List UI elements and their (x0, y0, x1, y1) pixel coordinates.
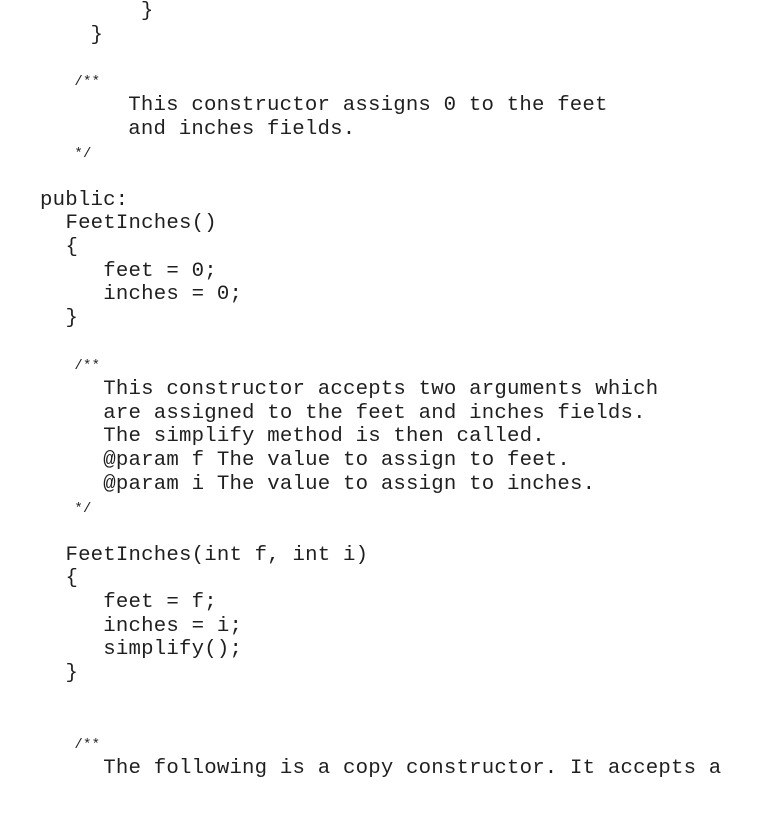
code-line-doc-comment-close-1: */ (40, 146, 92, 162)
code-line-open-brace-2: { (15, 567, 79, 590)
code-line-inches-assign-i: inches = i; (15, 615, 243, 638)
code-line-doc-text-4: are assigned to the feet and inches fields. (15, 402, 646, 425)
code-line-doc-comment-open-1: /** (40, 74, 101, 90)
code-line-closing-brace-outer: } (40, 24, 104, 47)
code-line-feet-assign-zero: feet = 0; (15, 260, 217, 283)
code-line-closing-brace-inner: } (40, 0, 154, 23)
code-line-close-brace-2: } (15, 662, 79, 685)
code-line-close-brace-1: } (15, 307, 79, 330)
code-line-doc-text-3: This constructor accepts two arguments which (15, 378, 659, 401)
code-line-doc-text-copy-constructor: The following is a copy constructor. It accepts a (15, 757, 722, 780)
code-line-simplify-call: simplify(); (15, 638, 243, 661)
code-line-doc-text-1: This constructor assigns 0 to the feet (40, 94, 608, 117)
code-line-doc-comment-open-3: /** (40, 737, 101, 753)
code-line-default-constructor-signature: FeetInches() (15, 212, 217, 235)
code-line-doc-text-2: and inches fields. (40, 118, 356, 141)
code-line-open-brace-1: { (15, 236, 79, 259)
code-line-feet-assign-f: feet = f; (15, 591, 217, 614)
code-line-doc-comment-open-2: /** (40, 358, 101, 374)
code-line-param-constructor-signature: FeetInches(int f, int i) (15, 544, 369, 567)
code-line-doc-param-i: @param i The value to assign to inches. (15, 473, 596, 496)
code-line-doc-text-5: The simplify method is then called. (15, 425, 545, 448)
code-line-inches-assign-zero: inches = 0; (15, 283, 243, 306)
code-line-doc-comment-close-2: */ (40, 501, 92, 517)
code-line-public-label: public: (40, 189, 129, 212)
code-line-doc-param-f: @param f The value to assign to feet. (15, 449, 571, 472)
